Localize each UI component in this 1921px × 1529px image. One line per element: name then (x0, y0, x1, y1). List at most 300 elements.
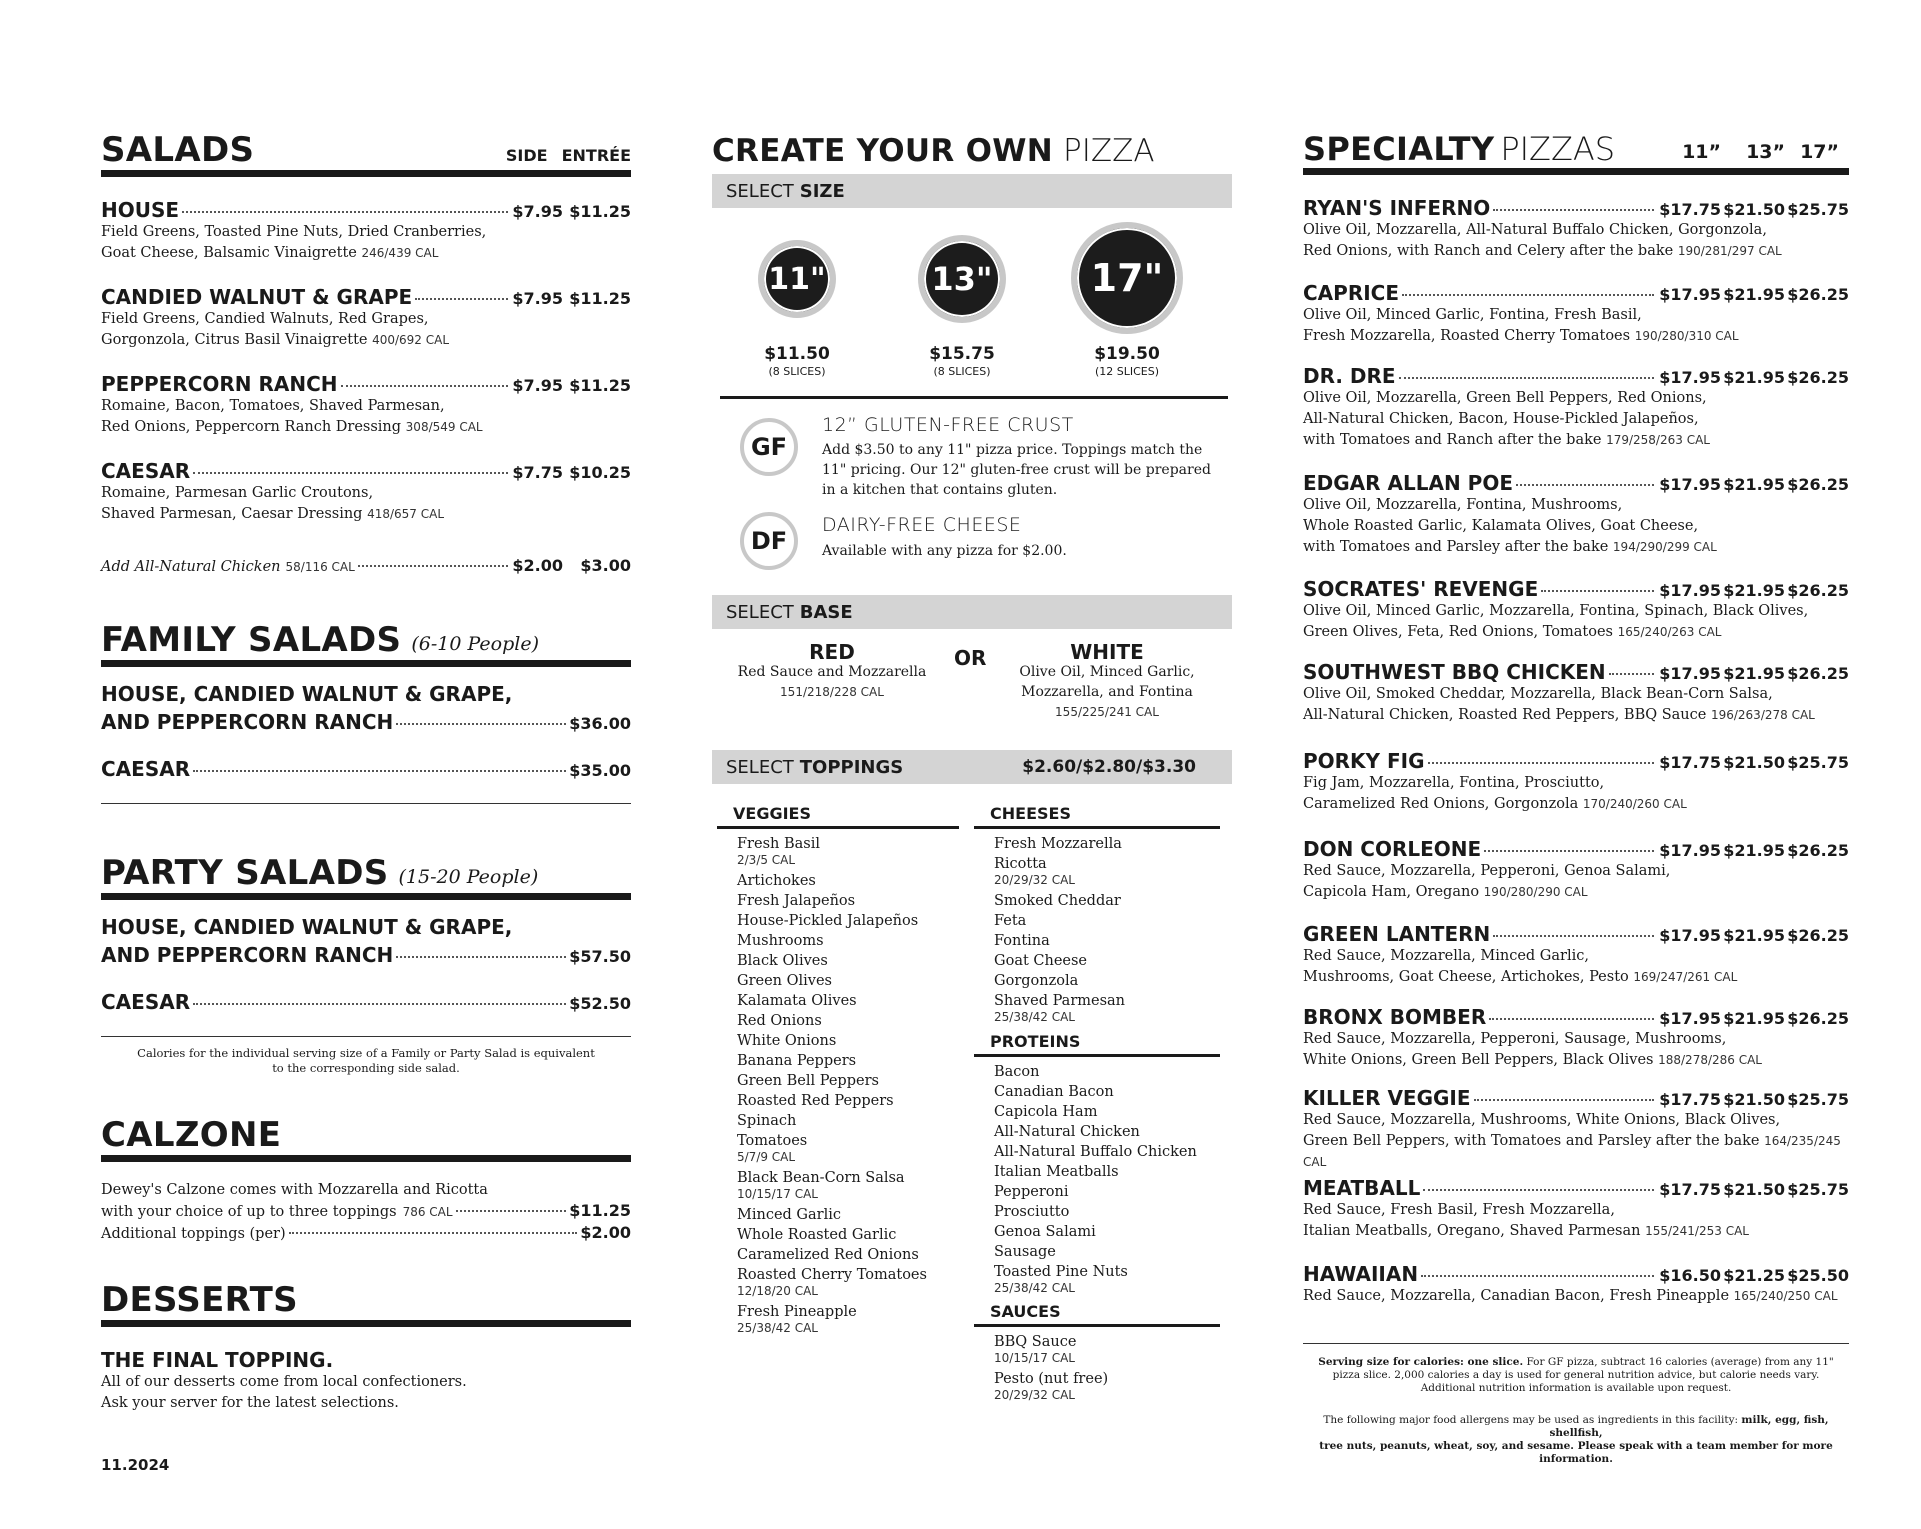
price-11: $17.95 (1659, 581, 1721, 600)
party-salad-price: $52.50 (569, 994, 631, 1013)
calorie-info: 20/29/32 CAL (994, 1388, 1075, 1402)
topping-item (994, 1122, 1220, 1142)
party-salads-header (101, 853, 631, 900)
size-11-price: $11.50 (8 SLICES) (764, 344, 830, 378)
dot-leader (1484, 850, 1654, 852)
topping-item (994, 911, 1214, 931)
salad-description: Romaine, Parmesan Garlic Croutons, Shaved Parmesan, Caesar Dressing 418/657 CAL (101, 485, 445, 522)
family-salad-price: $35.00 (569, 761, 631, 780)
sauces-list (994, 1332, 1214, 1406)
red-base (732, 642, 932, 702)
side-price: $7.95 (512, 202, 563, 221)
pizza-name: BRONX BOMBER (1303, 1005, 1487, 1029)
topping-name: All-Natural Chicken (994, 1124, 1140, 1140)
dairy-free-title: DAIRY-FREE CHEESE (822, 514, 1022, 536)
dot-leader (396, 723, 566, 725)
price-13: $21.95 (1723, 926, 1785, 945)
topping-name: Fresh Pineapple (737, 1304, 857, 1320)
topping-name: Tomatoes (737, 1133, 808, 1149)
family-salad-price: $36.00 (569, 714, 631, 733)
specialty-pizza-item (1303, 1262, 1849, 1307)
calorie-info: 165/240/263 CAL (1617, 625, 1722, 639)
price-13: $21.95 (1723, 664, 1785, 683)
specialty-pizza-item (1303, 660, 1849, 726)
salad-description: Field Greens, Candied Walnuts, Red Grapes, Gorgonzola, Citrus Basil Vinaigrette 400/692 CAL (101, 311, 450, 348)
specialty-pizza-item (1303, 577, 1849, 643)
topping-name: Sausage (994, 1244, 1056, 1260)
pizza-name: RYAN'S INFERNO (1303, 196, 1491, 220)
topping-name: Fresh Mozzarella (994, 836, 1122, 852)
calzone-price: $11.25 (569, 1201, 631, 1220)
topping-item (737, 991, 957, 1011)
calorie-info: 155/241/253 CAL (1645, 1224, 1749, 1238)
topping-name: All-Natural Buffalo Chicken (994, 1144, 1197, 1160)
salads-header (101, 130, 631, 177)
topping-item (737, 1131, 957, 1164)
topping-item (994, 1242, 1220, 1262)
party-salad-name: HOUSE, CANDIED WALNUT & GRAPE, (101, 915, 513, 939)
calorie-info: 246/439 CAL (361, 246, 439, 260)
white-base-title: WHITE (1070, 640, 1144, 664)
calorie-info: 400/692 CAL (372, 333, 450, 347)
specialty-pizza-item (1303, 196, 1849, 262)
party-salad-price: $57.50 (569, 947, 631, 966)
family-salad-name: CAESAR (101, 757, 191, 781)
price-13: $21.95 (1723, 1009, 1785, 1028)
salad-item (101, 459, 631, 525)
pizza-description: Fig Jam, Mozzarella, Fontina, Prosciutto, Caramelized Red Onions, Gorgonzola 170/240/260 CAL (1303, 775, 1687, 812)
price-11: $17.95 (1659, 841, 1721, 860)
topping-name: Red Onions (737, 1013, 822, 1029)
dot-leader (1489, 1018, 1654, 1020)
size-13-label: 13” (1746, 141, 1785, 163)
price-13: $21.50 (1723, 200, 1785, 219)
gluten-free-description: Add $3.50 to any 11" pizza price. Toppings match the 11" pricing. Our 12" gluten-free crust will be prepared in a kitchen that contains gluten. (822, 442, 1211, 498)
topping-item (994, 1062, 1220, 1082)
price-11: $17.95 (1659, 475, 1721, 494)
pizza-name: SOUTHWEST BBQ CHICKEN (1303, 660, 1606, 684)
price-11: $17.75 (1659, 1090, 1721, 1109)
topping-item (737, 931, 957, 951)
topping-item (994, 1162, 1220, 1182)
pizza-description: Red Sauce, Mozzarella, Minced Garlic, Mushrooms, Goat Cheese, Artichokes, Pesto 169/247/261 CAL (1303, 948, 1738, 985)
specialty-header (1303, 130, 1849, 175)
dairy-free-description: Available with any pizza for $2.00. (822, 543, 1067, 559)
topping-name: Italian Meatballs (994, 1164, 1119, 1180)
price-11: $17.95 (1659, 285, 1721, 304)
menu-date: 11.2024 (101, 1456, 170, 1474)
party-salad-name: CAESAR (101, 990, 191, 1014)
pizza-name: EDGAR ALLAN POE (1303, 471, 1513, 495)
topping-name: Black Olives (737, 953, 828, 969)
topping-name: Prosciutto (994, 1204, 1070, 1220)
pizza-description: Olive Oil, Mozzarella, All-Natural Buffalo Chicken, Gorgonzola, Red Onions, with Ranch and Celery after the bake 190/281/297 CAL (1303, 222, 1782, 259)
pizza-name: DR. DRE (1303, 364, 1396, 388)
calzone-description: Dewey's Calzone comes with Mozzarella and Ricotta (101, 1182, 488, 1198)
specialty-pizza-item (1303, 749, 1849, 815)
topping-name: Gorgonzola (994, 973, 1079, 989)
topping-item (994, 834, 1214, 854)
topping-item (994, 991, 1214, 1024)
dot-leader (1399, 377, 1654, 379)
topping-item (994, 1202, 1220, 1222)
select-toppings-band (712, 750, 1232, 784)
topping-name: House-Pickled Jalapeños (737, 913, 919, 929)
calorie-info: 10/15/17 CAL (737, 1187, 818, 1201)
topping-name: Bacon (994, 1064, 1040, 1080)
band-label-bold: BASE (799, 601, 853, 623)
salad-name: CANDIED WALNUT & GRAPE (101, 285, 413, 309)
topping-name: Fresh Basil (737, 836, 820, 852)
topping-name: Shaved Parmesan (994, 993, 1126, 1009)
side-column-label: SIDE (505, 146, 548, 165)
divider (1303, 1343, 1849, 1344)
family-salad-item (101, 757, 631, 781)
dot-leader (1541, 590, 1654, 592)
topping-item (737, 891, 957, 911)
topping-item (994, 931, 1214, 951)
dot-leader (1428, 762, 1654, 764)
white-base (1002, 642, 1212, 722)
gluten-free-badge: GF (740, 418, 798, 476)
gluten-free-title: 12” GLUTEN-FREE CRUST (822, 414, 1074, 436)
price-13: $21.50 (1723, 1180, 1785, 1199)
topping-name: BBQ Sauce (994, 1334, 1077, 1350)
calorie-info: 194/290/299 CAL (1612, 540, 1717, 554)
specialty-pizza-item (1303, 1005, 1849, 1071)
additional-toppings-price: $2.00 (580, 1223, 631, 1242)
topping-name: White Onions (737, 1033, 837, 1049)
topping-name: Feta (994, 913, 1027, 929)
cyo-title-bold: CREATE YOUR OWN (712, 133, 1054, 169)
topping-item (994, 1102, 1220, 1122)
specialty-pizza-item (1303, 471, 1849, 558)
dot-leader (1402, 294, 1654, 296)
calzone-description: with your choice of up to three toppings (101, 1204, 397, 1220)
size-17-price: $19.50 (12 SLICES) (1094, 344, 1160, 378)
topping-name: Banana Peppers (737, 1053, 857, 1069)
pizza-name: GREEN LANTERN (1303, 922, 1491, 946)
family-salad-name: HOUSE, CANDIED WALNUT & GRAPE, (101, 682, 513, 706)
price-13: $21.95 (1723, 285, 1785, 304)
topping-name: Fresh Jalapeños (737, 893, 856, 909)
calorie-info: 12/18/20 CAL (737, 1284, 818, 1298)
dot-leader (289, 1232, 578, 1234)
topping-item (737, 1302, 957, 1335)
calorie-info: 190/280/290 CAL (1483, 885, 1588, 899)
salad-description: Field Greens, Toasted Pine Nuts, Dried Cranberries, Goat Cheese, Balsamic Vinaigrette 246/439 CAL (101, 224, 487, 261)
specialty-pizza-item (1303, 922, 1849, 988)
price-17: $25.75 (1787, 1090, 1849, 1109)
pizza-name: KILLER VEGGIE (1303, 1086, 1471, 1110)
price-13: $21.95 (1723, 581, 1785, 600)
size-13-price: $15.75 (8 SLICES) (929, 344, 995, 378)
price-17: $26.25 (1787, 664, 1849, 683)
dot-leader (1423, 1189, 1654, 1191)
topping-item (994, 951, 1214, 971)
topping-item (994, 1262, 1220, 1295)
topping-name: Green Olives (737, 973, 833, 989)
topping-item (737, 951, 957, 971)
dot-leader (1609, 673, 1654, 675)
pizza-description: Olive Oil, Mozzarella, Green Bell Peppers, Red Onions, All-Natural Chicken, Bacon, House-Pickled Jalapeños, with Tomatoes and Ranch after the bake 179/258/263 CAL (1303, 390, 1710, 448)
calorie-info: 25/38/42 CAL (737, 1321, 818, 1335)
cyo-title-light: PIZZA (1063, 133, 1155, 169)
side-price: $2.00 (512, 556, 563, 575)
price-11: $17.95 (1659, 926, 1721, 945)
topping-item (737, 911, 957, 931)
size-11-circle: 11" (758, 240, 836, 318)
price-11: $16.50 (1659, 1266, 1721, 1285)
topping-name: Minced Garlic (737, 1207, 841, 1223)
entree-price: $3.00 (580, 556, 631, 575)
topping-name: Pepperoni (994, 1184, 1069, 1200)
topping-name: Roasted Cherry Tomatoes (737, 1267, 927, 1283)
topping-item (737, 1071, 957, 1091)
topping-item (994, 1332, 1214, 1365)
dot-leader (193, 770, 566, 772)
topping-item (737, 871, 957, 891)
divider (101, 1036, 631, 1037)
topping-item (994, 971, 1214, 991)
cyo-header (712, 133, 1155, 169)
select-size-band (712, 174, 1232, 208)
desserts-subtitle: THE FINAL TOPPING. (101, 1348, 334, 1372)
dot-leader (1493, 209, 1654, 211)
topping-item (737, 971, 957, 991)
topping-item (737, 1111, 957, 1131)
divider (720, 396, 1228, 399)
entree-price: $11.25 (569, 202, 631, 221)
calorie-info: 786 CAL (402, 1205, 453, 1219)
calorie-info: 5/7/9 CAL (737, 1150, 796, 1164)
topping-item (737, 1091, 957, 1111)
topping-item (994, 891, 1214, 911)
topping-name: Ricotta (994, 856, 1047, 872)
price-17: $25.75 (1787, 200, 1849, 219)
topping-item (994, 1222, 1220, 1242)
specialty-title-bold: SPECIALTY (1303, 130, 1495, 168)
price-17: $25.75 (1787, 753, 1849, 772)
calorie-info: 58/116 CAL (285, 560, 355, 574)
side-price: $7.95 (512, 376, 563, 395)
topping-name: Roasted Red Peppers (737, 1093, 894, 1109)
dot-leader (396, 956, 566, 958)
toppings-price: $2.60/$2.80/$3.30 (1022, 757, 1196, 777)
party-salad-item (101, 915, 631, 967)
specialty-size-heads (1659, 141, 1849, 163)
topping-name: Fontina (994, 933, 1050, 949)
dot-leader (1493, 935, 1654, 937)
pizza-description: Red Sauce, Mozzarella, Pepperoni, Genoa Salami, Capicola Ham, Oregano 190/280/290 CAL (1303, 863, 1671, 900)
price-13: $21.95 (1723, 475, 1785, 494)
family-salads-subtitle: (6-10 People) (411, 633, 539, 655)
family-salads-header (101, 620, 631, 667)
serving-note: Calories for the individual serving size of a Family or Party Salad is equivalent to the corresponding side salad. (137, 1046, 595, 1075)
topping-name: Whole Roasted Garlic (737, 1227, 897, 1243)
proteins-list (994, 1062, 1220, 1299)
price-11: $17.95 (1659, 368, 1721, 387)
price-17: $26.25 (1787, 368, 1849, 387)
topping-name: Genoa Salami (994, 1224, 1096, 1240)
side-price: $7.75 (512, 463, 563, 482)
calorie-info: 20/29/32 CAL (994, 873, 1075, 887)
calorie-info: 418/657 CAL (367, 507, 445, 521)
salad-name: CAESAR (101, 459, 191, 483)
white-base-description: Olive Oil, Minced Garlic, Mozzarella, and Fontina (1019, 664, 1195, 700)
specialty-pizza-item (1303, 1176, 1849, 1242)
calorie-info: 188/278/286 CAL (1658, 1053, 1762, 1067)
topping-item (737, 1051, 957, 1071)
topping-name: Artichokes (737, 873, 816, 889)
dairy-free-badge: DF (740, 512, 798, 570)
dot-leader (1474, 1099, 1654, 1101)
calorie-info: 179/258/263 CAL (1606, 433, 1710, 447)
dot-leader (415, 298, 508, 300)
calorie-info: 308/549 CAL (405, 420, 483, 434)
topping-item (737, 1265, 957, 1298)
size-17-circle: 17" (1071, 222, 1183, 334)
price-11: $17.75 (1659, 753, 1721, 772)
select-base-band (712, 595, 1232, 629)
topping-item (737, 1245, 957, 1265)
calzone-info (101, 1180, 631, 1245)
dot-leader (358, 565, 508, 567)
price-17: $25.75 (1787, 1180, 1849, 1199)
topping-item (994, 1182, 1220, 1202)
calorie-info: 10/15/17 CAL (994, 1351, 1075, 1365)
side-price: $7.95 (512, 289, 563, 308)
salad-description: Romaine, Bacon, Tomatoes, Shaved Parmesan, Red Onions, Peppercorn Ranch Dressing 308/549 CAL (101, 398, 483, 435)
price-17: $26.25 (1787, 926, 1849, 945)
calorie-info: 25/38/42 CAL (994, 1010, 1075, 1024)
family-salad-item (101, 682, 631, 734)
sauces-heading: SAUCES (974, 1302, 1220, 1327)
topping-name: Capicola Ham (994, 1104, 1098, 1120)
topping-item (994, 1082, 1220, 1102)
salad-item (101, 198, 631, 264)
topping-item (737, 1205, 957, 1225)
specialty-title-light: PIZZAS (1500, 130, 1616, 168)
entree-column-label: ENTRÉE (561, 146, 631, 165)
band-label: SELECT (726, 180, 794, 202)
pizza-description: Red Sauce, Mozzarella, Pepperoni, Sausage, Mushrooms, White Onions, Green Bell Peppers, Black Olives 188/278/286 CAL (1303, 1031, 1762, 1068)
desserts-info (101, 1348, 631, 1414)
pizza-name: HAWAIIAN (1303, 1262, 1419, 1286)
price-11: $17.95 (1659, 1009, 1721, 1028)
divider (101, 803, 631, 804)
price-13: $21.50 (1723, 1090, 1785, 1109)
calorie-info: 165/240/250 CAL (1733, 1289, 1838, 1303)
calorie-info: 190/281/297 CAL (1677, 244, 1782, 258)
topping-item (994, 1142, 1220, 1162)
topping-name: Caramelized Red Onions (737, 1247, 919, 1263)
price-13: $21.25 (1723, 1266, 1785, 1285)
specialty-pizza-item (1303, 281, 1849, 347)
pizza-name: SOCRATES' REVENGE (1303, 577, 1539, 601)
pizza-description: Olive Oil, Minced Garlic, Mozzarella, Fontina, Spinach, Black Olives, Green Olives, Feta, Red Onions, Tomatoes 165/240/263 CAL (1303, 603, 1809, 640)
party-salad-name: AND PEPPERCORN RANCH (101, 943, 394, 967)
red-base-description: Red Sauce and Mozzarella (737, 664, 927, 680)
band-label-bold: SIZE (799, 180, 845, 202)
size-17-label: 17” (1800, 141, 1839, 163)
additional-toppings-label: Additional toppings (per) (101, 1226, 286, 1242)
dot-leader (193, 472, 508, 474)
dot-leader (341, 385, 508, 387)
dot-leader (193, 1003, 566, 1005)
topping-name: Mushrooms (737, 933, 824, 949)
price-17: $26.25 (1787, 1009, 1849, 1028)
topping-name: Pesto (nut free) (994, 1371, 1109, 1387)
price-13: $21.95 (1723, 841, 1785, 860)
specialty-pizza-item (1303, 837, 1849, 903)
entree-price: $11.25 (569, 376, 631, 395)
size-11-label: 11” (1682, 141, 1721, 163)
dot-leader (1516, 484, 1654, 486)
price-11: $17.95 (1659, 664, 1721, 683)
cheeses-heading: CHEESES (974, 804, 1220, 829)
size-13-circle: 13" (918, 235, 1006, 323)
calorie-info: 169/247/261 CAL (1633, 970, 1738, 984)
desserts-title: DESSERTS (101, 1280, 298, 1320)
topping-name: Spinach (737, 1113, 797, 1129)
topping-name: Goat Cheese (994, 953, 1088, 969)
salad-name: PEPPERCORN RANCH (101, 372, 338, 396)
calzone-header (101, 1115, 631, 1162)
pizza-description: Red Sauce, Fresh Basil, Fresh Mozzarella, Italian Meatballs, Oregano, Shaved Parmesan 155/241/253 CAL (1303, 1202, 1749, 1239)
topping-name: Black Bean-Corn Salsa (737, 1170, 905, 1186)
entree-price: $10.25 (569, 463, 631, 482)
entree-price: $11.25 (569, 289, 631, 308)
party-salads-title: PARTY SALADS (101, 853, 389, 893)
desserts-header (101, 1280, 631, 1327)
topping-name: Kalamata Olives (737, 993, 857, 1009)
family-salads-title: FAMILY SALADS (101, 620, 402, 660)
salads-column-heads (506, 146, 631, 165)
proteins-heading: PROTEINS (974, 1032, 1220, 1057)
cheeses-list (994, 834, 1214, 1028)
dot-leader (456, 1210, 567, 1212)
band-label: SELECT (726, 756, 794, 778)
calorie-info: 196/263/278 CAL (1710, 708, 1815, 722)
pizza-description: Red Sauce, Mozzarella, Canadian Bacon, Fresh Pineapple 165/240/250 CAL (1303, 1288, 1838, 1304)
topping-name: Green Bell Peppers (737, 1073, 879, 1089)
topping-item (737, 1168, 957, 1201)
topping-name: Canadian Bacon (994, 1084, 1114, 1100)
calorie-info: 170/240/260 CAL (1582, 797, 1687, 811)
dot-leader (182, 211, 508, 213)
topping-name: Smoked Cheddar (994, 893, 1121, 909)
calorie-info: 2/3/5 CAL (737, 853, 796, 867)
calorie-info: 190/280/310 CAL (1634, 329, 1739, 343)
band-label: SELECT (726, 601, 794, 623)
price-13: $21.95 (1723, 368, 1785, 387)
price-17: $26.25 (1787, 285, 1849, 304)
party-salads-subtitle: (15-20 People) (398, 866, 539, 888)
pizza-description: Red Sauce, Mozzarella, Mushrooms, White Onions, Black Olives, Green Bell Peppers, with Tomatoes and Parsley after the bake 164/235/245 CAL (1303, 1112, 1841, 1169)
salad-name: HOUSE (101, 198, 180, 222)
price-17: $25.50 (1787, 1266, 1849, 1285)
desserts-description: All of our desserts come from local confectioners. Ask your server for the latest selections. (101, 1374, 467, 1411)
calorie-info: 164/235/245 CAL (1303, 1134, 1841, 1169)
topping-item (994, 1369, 1214, 1402)
family-salad-name: AND PEPPERCORN RANCH (101, 710, 394, 734)
topping-item (737, 834, 957, 867)
specialty-pizza-item (1303, 1086, 1849, 1173)
dot-leader (1421, 1275, 1654, 1277)
topping-name: Toasted Pine Nuts (994, 1264, 1128, 1280)
pizza-name: PORKY FIG (1303, 749, 1425, 773)
